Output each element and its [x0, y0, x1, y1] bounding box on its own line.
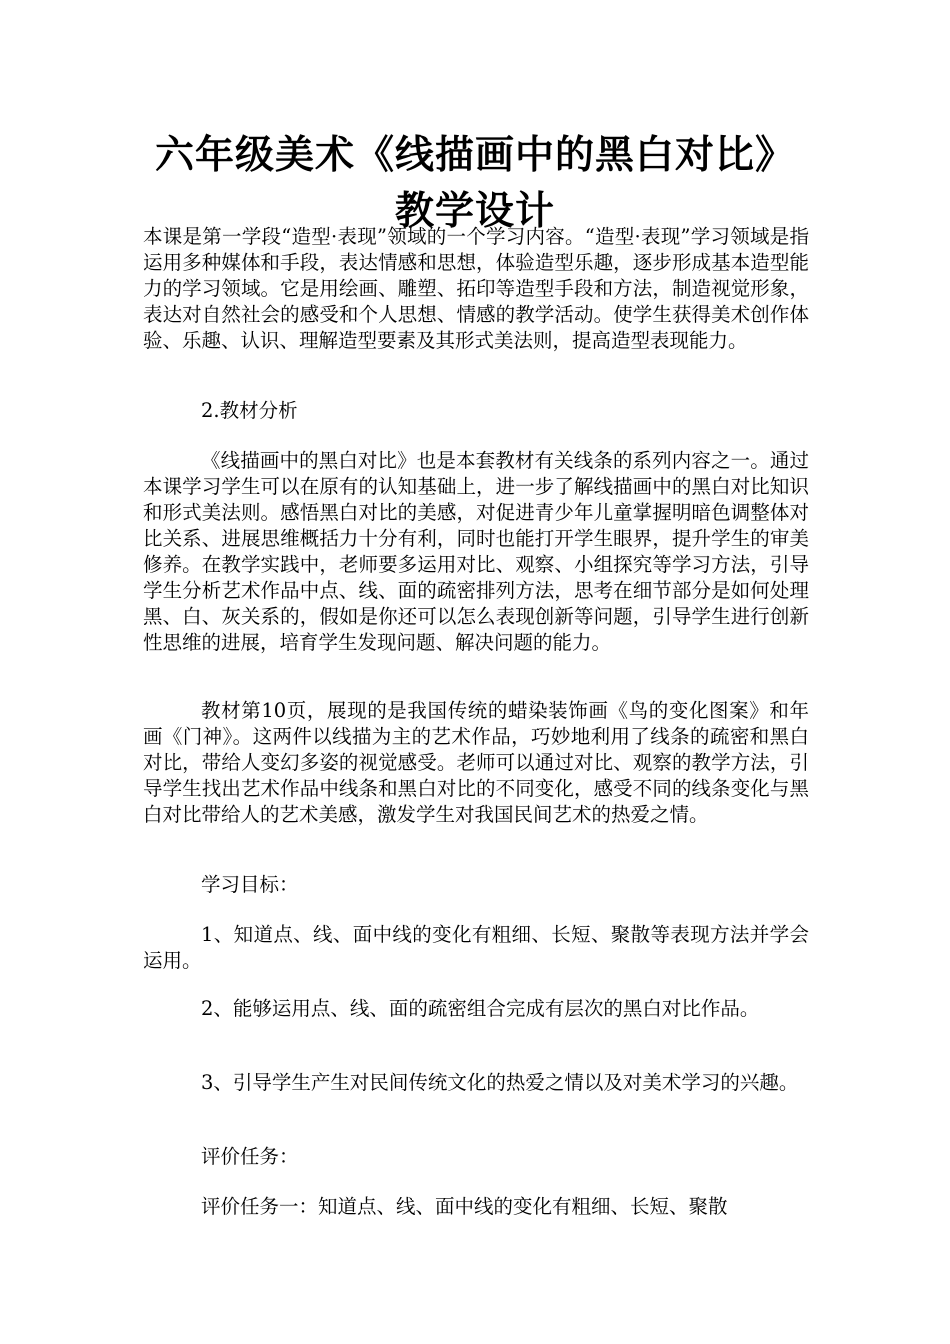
- intro-paragraph: 本课是第一学段“造型·表现”领域的一个学习内容。“造型·表现”学习领域是指运用多种媒体和手段，表达情感和思想，体验造型乐趣，逐步形成基本造型能力的学习领域。它是用绘画、雕塑、拓印等造型手段和方法，制造视觉形象，表达对自然社会的感受和个人思想、情感的教学活动。使学生获得美术创作体验、乐趣、认识、理解造型要素及其形式美法则，提高造型表现能力。: [143, 225, 809, 352]
- page10-paragraph: 教材第10页，展现的是我国传统的蜡染装饰画《鸟的变化图案》和年画《门神》。这两件以线描为主的艺术作品，巧妙地利用了线条的疏密和黑白对比，带给人变幻多姿的视觉感受。老师可以通过对比、观察的教学方法，引导学生找出艺术作品中线条和黑白对比的不同变化，感受不同的线条变化与黑白对比带给人的艺术美感，激发学生对我国民间艺术的热爱之情。: [143, 699, 809, 826]
- section-heading-textbook-analysis: 2.教材分析: [201, 399, 298, 422]
- learning-goals-heading: 学习目标：: [201, 873, 299, 896]
- document-title: 六年级美术《线描画中的黑白对比》教学设计: [154, 133, 795, 234]
- learning-goal-3: 3、引导学生产生对民间传统文化的热爱之情以及对美术学习的兴趣。: [201, 1071, 799, 1094]
- learning-goal-1: 1、知道点、线、面中线的变化有粗细、长短、聚散等表现方法并学会运用。: [143, 923, 809, 972]
- learning-goal-2: 2、能够运用点、线、面的疏密组合完成有层次的黑白对比作品。: [201, 997, 760, 1020]
- evaluation-task-1: 评价任务一：知道点、线、面中线的变化有粗细、长短、聚散: [201, 1195, 728, 1218]
- evaluation-tasks-heading: 评价任务：: [201, 1145, 299, 1168]
- analysis-paragraph: 《线描画中的黑白对比》也是本套教材有关线条的系列内容之一。通过本课学习学生可以在原有的认知基础上，进一步了解线描画中的黑白对比知识和形式美法则。感悟黑白对比的美感，对促进青少年儿童掌握明暗色调整体对比关系、进展思维概括力十分有利，同时也能打开学生眼界，提升学生的审美修养。在教学实践中，老师要多运用对比、观察、小组探究等学习方法，引导学生分析艺术作品中点、线、面的疏密排列方法，思考在细节部分是如何处理黑、白、灰关系的，假如是你还可以怎么表现创新等问题，引导学生进行创新性思维的进展，培育学生发现问题、解决问题的能力。: [143, 449, 809, 654]
